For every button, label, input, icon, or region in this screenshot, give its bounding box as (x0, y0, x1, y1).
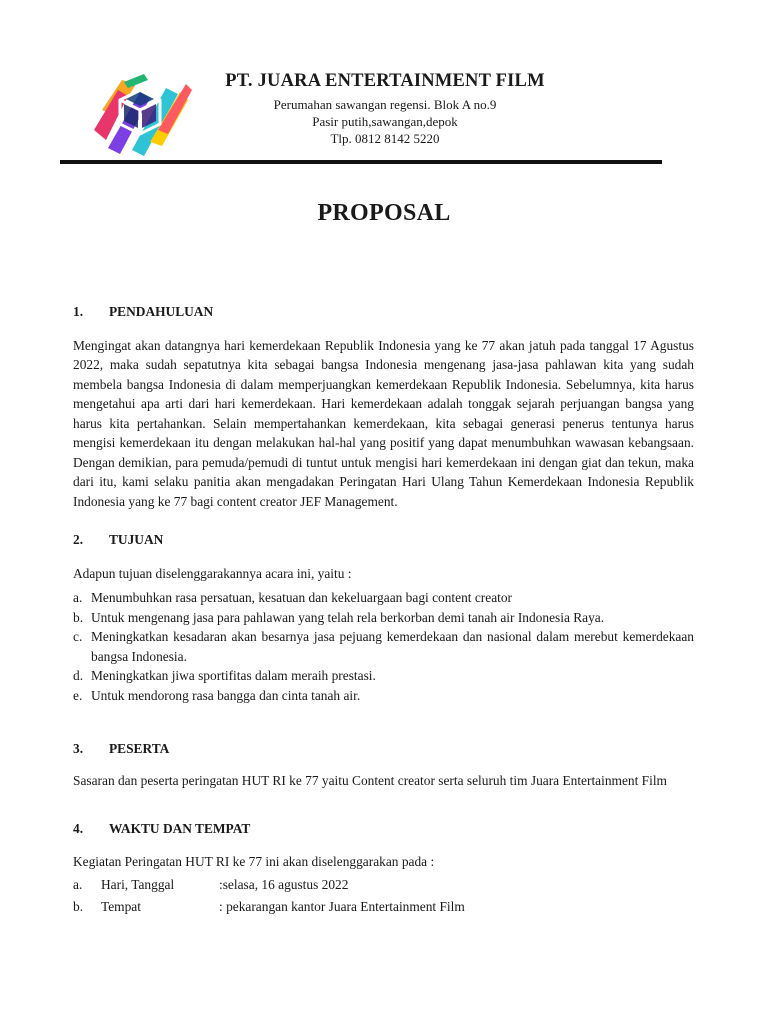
list-item (73, 588, 694, 608)
company-name: PT. JUARA ENTERTAINMENT FILM (225, 71, 545, 91)
list-text: Untuk mendorong rasa bangga dan cinta tanah air. (91, 687, 361, 703)
section-intro: Kegiatan Peringatan HUT RI ke 77 ini akan diselenggarakan pada : (73, 854, 435, 869)
detail-letter: b. (73, 899, 84, 914)
letterhead-divider (60, 160, 662, 164)
detail-label: Hari, Tanggal (101, 876, 175, 892)
list-item (73, 686, 694, 706)
list-text: Menumbuhkan rasa persatuan, kesatuan dan kekeluargaan bagi content creator (91, 590, 513, 605)
document-body (73, 302, 694, 917)
section-paragraph: Sasaran dan peserta peringatan HUT RI ke 77 yaitu Content creator serta seluruh tim Juara Entertainment Film (73, 772, 667, 788)
list-letter: c. (73, 629, 83, 644)
section-intro: Adapun tujuan diselenggarakannya acara ini, yaitu : (73, 565, 352, 581)
list-item (73, 627, 694, 666)
detail-value: :selasa, 16 agustus 2022 (219, 876, 349, 892)
section-number: 2. (73, 532, 84, 547)
list-letter: b. (73, 609, 84, 625)
list-item (73, 608, 694, 628)
section-title: TUJUAN (109, 532, 164, 547)
list-letter: d. (73, 668, 84, 683)
section-heading (73, 530, 694, 550)
section-title: PESERTA (109, 741, 170, 756)
list-text: Meningkatkan kesadaran akan besarnya jasa pejuang kemerdekaan dan nasional dalam merebut kemerdekaan bangsa Indonesia. (91, 629, 694, 664)
section-heading (73, 819, 694, 839)
list-text: Meningkatkan jiwa sportifitas dalam meraih prestasi. (91, 668, 376, 683)
objectives-list (73, 588, 694, 705)
detail-value: : pekarangan kantor Juara Entertainment Film (219, 899, 465, 914)
section-paragraph: Mengingat akan datangnya hari kemerdekaan Republik Indonesia yang ke 77 akan jatuh pada tanggal 17 Agustus 2022, maka sudah sepatutnya kita sebagai bangsa Indonesia mengenang jasa-jasa pahlawan kita yang sudah membela bangsa Indonesia di dalam memperjuangkan kemerdekaan Republik Indonesia. Sebelumnya, kita harus mengetahui apa arti dari hari kemerdekaan. Hari kemerdekaan adalah tonggak sejarah perjuangan bangsa yang harus kita pertahankan. Selain mempertahankan kemerdekaan, kita sebagai generasi penerus tentunya harus mengisi kemerdekaan itu dengan melakukan hal-hal yang positif yang dapat menumbuhkan wawasan kebangsaan. Dengan demikian, para pemuda/pemudi di tuntut untuk mengisi hari kemerdekaan ini dengan giat dan tekun, maka dari itu, kami selaku panitia akan mengadakan Peringatan Hari Ulang Tahun Kemerdekaan Indonesia Republik Indonesia yang ke 77 bagi content creator JEF Management. (73, 337, 694, 509)
company-phone: Tlp. 0812 8142 5220 (330, 131, 440, 146)
section-waktu-tempat (73, 819, 694, 917)
list-letter: e. (73, 687, 83, 703)
detail-row-date (73, 875, 694, 895)
document-title: PROPOSAL (317, 200, 451, 226)
list-item (73, 666, 694, 686)
section-title: PENDAHULUAN (109, 304, 214, 319)
company-address-line1: Perumahan sawangan regensi. Blok A no.9 (273, 97, 497, 112)
detail-row-place (73, 897, 694, 917)
detail-letter: a. (73, 876, 83, 892)
section-tujuan (73, 530, 694, 705)
section-number: 4. (73, 820, 84, 836)
section-pendahuluan (73, 302, 694, 511)
section-title: WAKTU DAN TEMPAT (109, 820, 251, 836)
section-heading (73, 302, 694, 322)
section-number: 1. (73, 304, 84, 319)
section-peserta (73, 739, 694, 789)
detail-label: Tempat (101, 899, 141, 914)
section-number: 3. (73, 741, 84, 756)
company-logo-icon (88, 70, 192, 158)
list-letter: a. (73, 590, 83, 605)
list-text: Untuk mengenang jasa para pahlawan yang telah rela berkorban demi tanah air Indonesia Raya. (91, 609, 605, 625)
section-heading (73, 739, 694, 759)
company-address-line2: Pasir putih,sawangan,depok (312, 114, 458, 129)
letterhead (205, 70, 565, 147)
